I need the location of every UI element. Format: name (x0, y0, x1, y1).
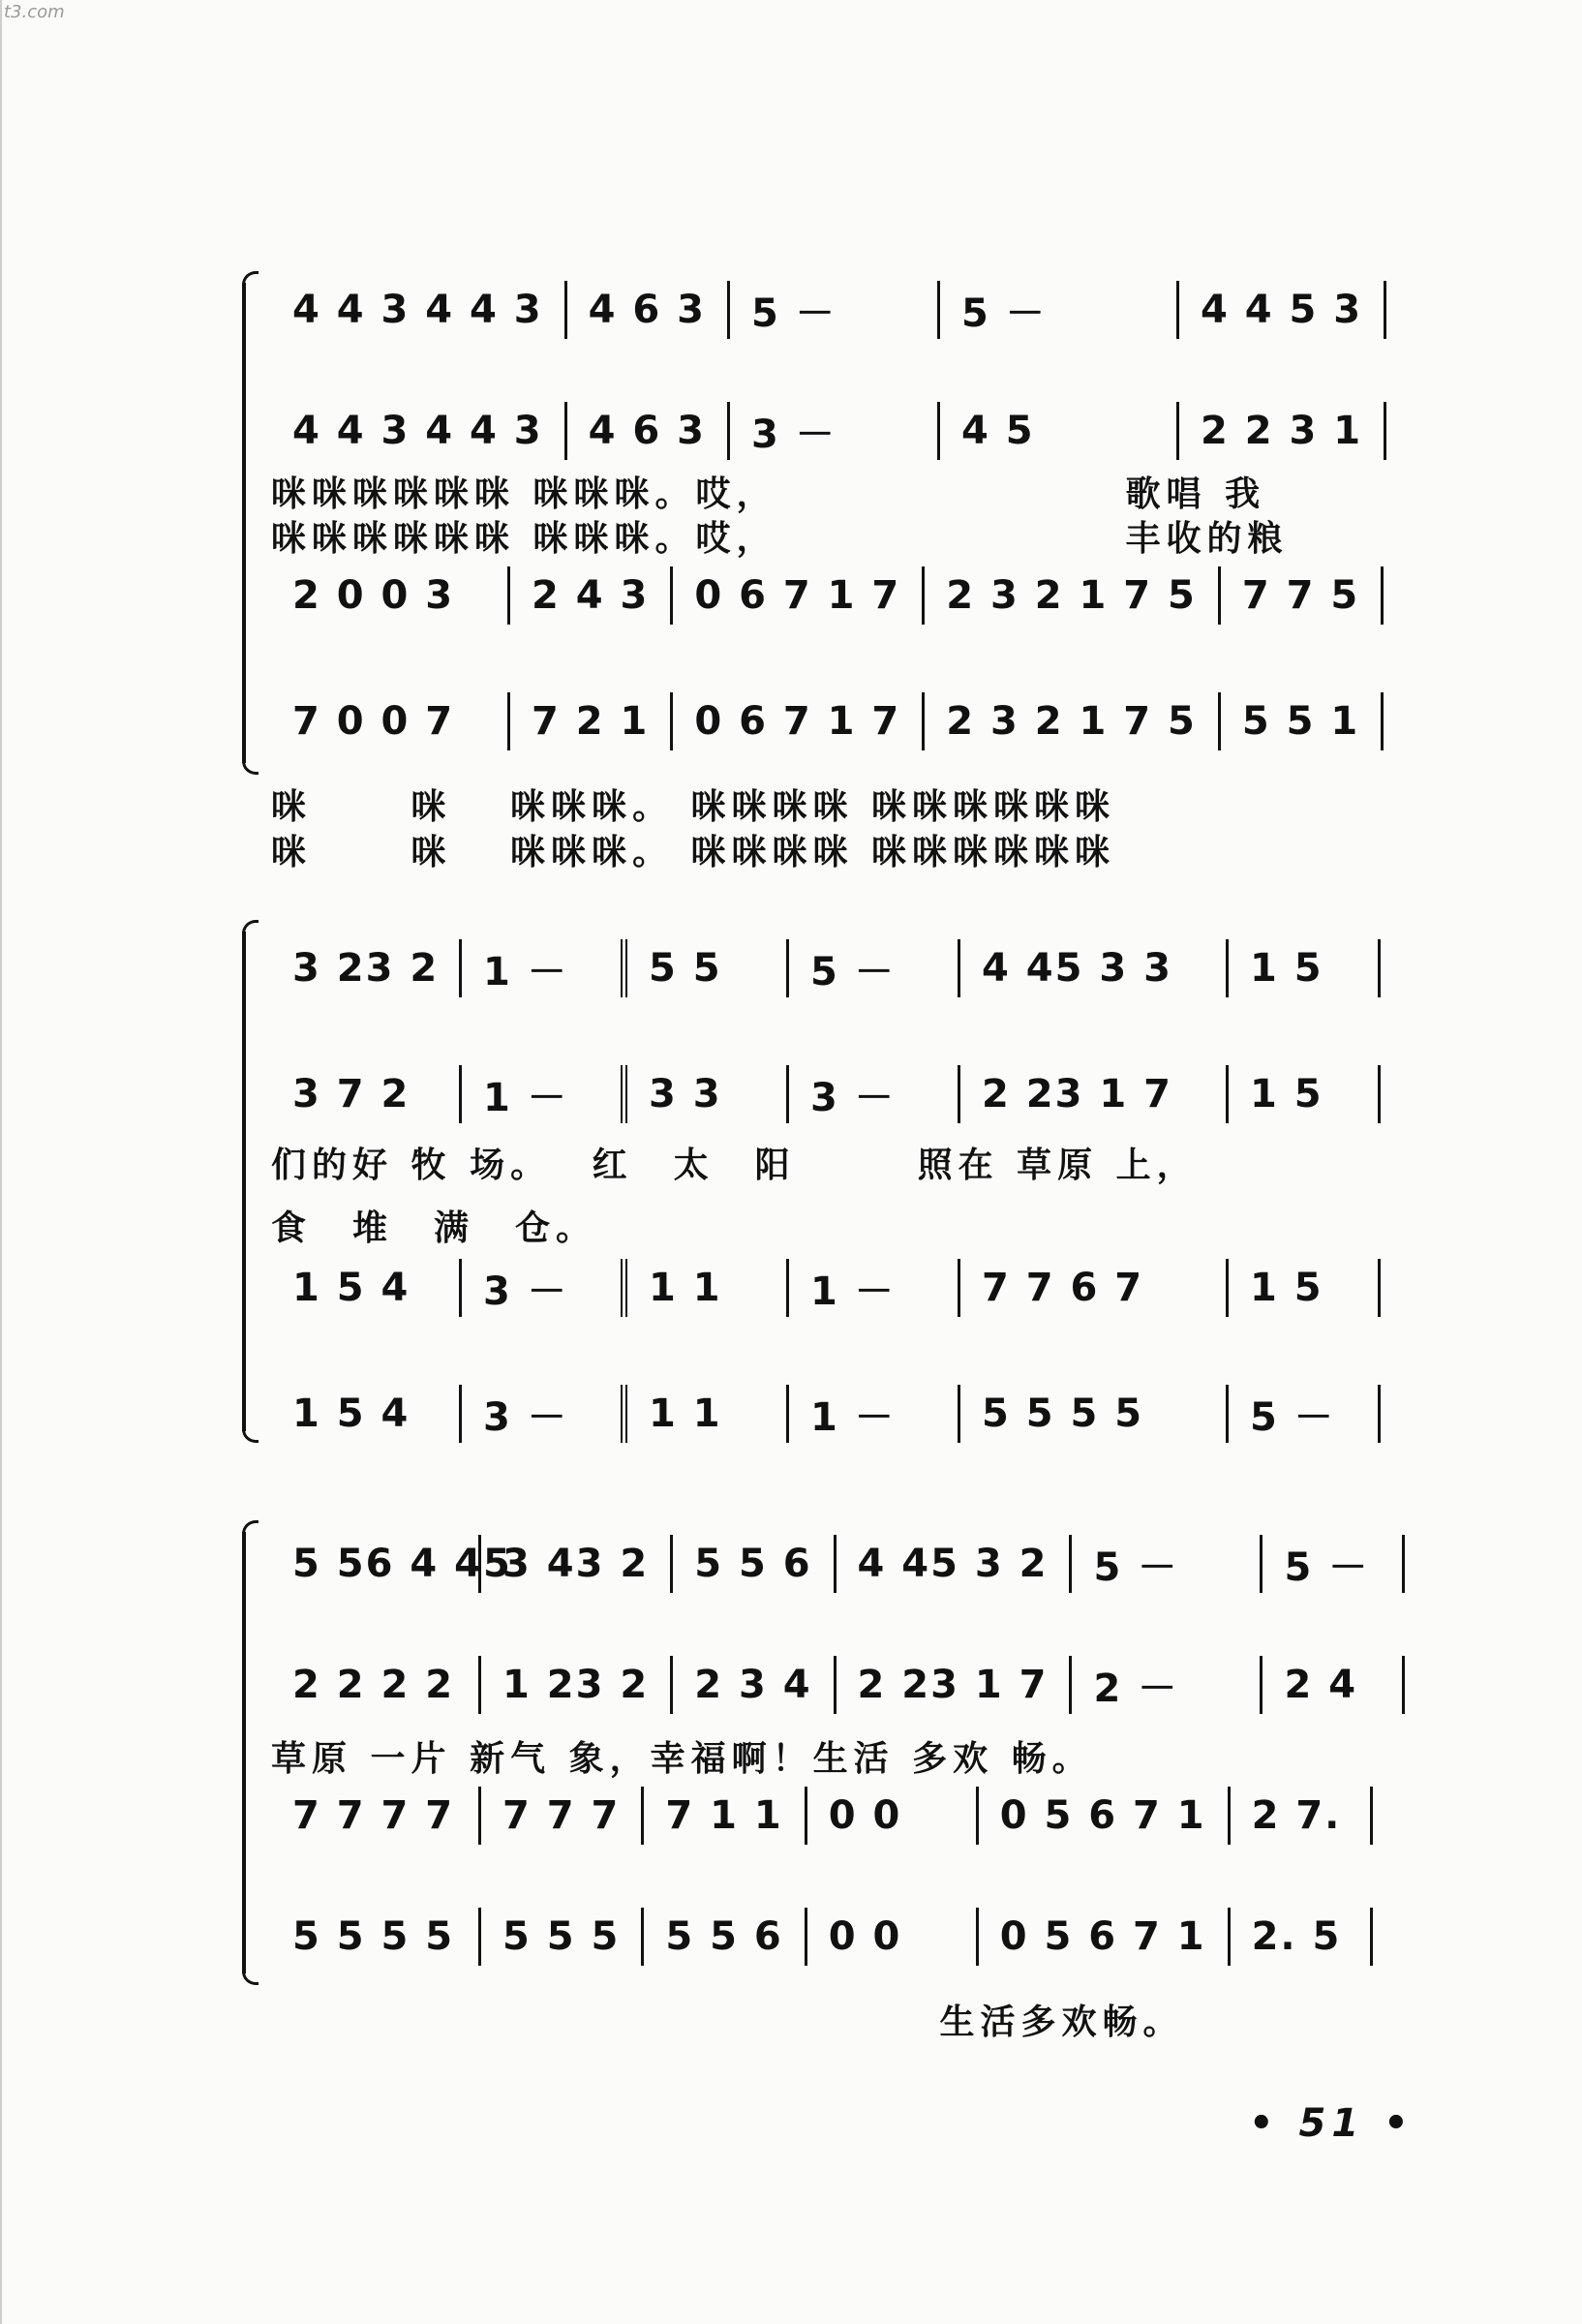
measure: 1 5 (1229, 1065, 1381, 1123)
measure: 1 5 4 (271, 1385, 462, 1443)
lyric-line: 咪 咪 咪咪咪。 咪咪咪咪 咪咪咪咪咪咪 (271, 787, 1116, 827)
part-bass (271, 1908, 1373, 1966)
measure: 4 4 3 4 4 3 (271, 402, 567, 460)
part-alto (271, 1656, 1405, 1714)
measure: 3 － (462, 1385, 627, 1443)
measure: 5 － (1263, 1535, 1405, 1593)
part-soprano (271, 1535, 1405, 1593)
measure: 2 3 4 (673, 1656, 836, 1714)
measure: 1 5 (1229, 1259, 1381, 1317)
measure: 2 4 (1263, 1656, 1405, 1714)
measure: 2 23 1 7 (837, 1656, 1073, 1714)
measure: 5 5 5 5 (960, 1385, 1229, 1443)
measure: 2 － (1072, 1656, 1263, 1714)
measure: 3 － (462, 1259, 627, 1317)
measure: 2 3 2 1 7 5 (925, 566, 1221, 625)
measure: 7 7 5 (1221, 566, 1384, 625)
lyric-line: 食 堆 满 仓。 (271, 1208, 597, 1248)
measure: 7 0 0 7 (271, 692, 510, 750)
measure: 1 － (789, 1259, 960, 1317)
lyric-line: 咪 咪 咪咪咪。 咪咪咪咪 咪咪咪咪咪咪 (271, 833, 1116, 872)
system-brace (232, 1520, 258, 1985)
measure: 3 － (789, 1065, 960, 1123)
measure: 4 4 3 4 4 3 (271, 281, 567, 339)
measure: 2 0 0 3 (271, 566, 510, 625)
measure: 5 5 1 (1221, 692, 1384, 750)
watermark: t3.com (4, 2, 65, 22)
measure: 5 － (730, 281, 940, 339)
lyric-line: 草原 一片 新气 象，幸福啊！生活 多欢 畅。 (271, 1739, 1093, 1779)
measure: 2 4 3 (510, 566, 673, 625)
measure: 3 23 2 (271, 939, 462, 997)
part-alto (271, 1065, 1381, 1123)
measure: 5 － (940, 281, 1179, 339)
measure: 3 3 (627, 1065, 789, 1123)
measure: 0 5 6 7 1 (979, 1787, 1231, 1845)
page-left-edge (0, 0, 2, 2324)
measure: 4 4 5 3 (1179, 281, 1386, 339)
part-soprano (271, 281, 1386, 339)
part-alto (271, 402, 1386, 460)
measure: 5 5 5 (481, 1908, 644, 1966)
measure: 5 － (789, 939, 960, 997)
measure: 2 2 3 1 (1179, 402, 1386, 460)
measure: 4 6 3 (567, 402, 730, 460)
part-tenor (271, 1787, 1373, 1845)
measure: 7 1 1 (644, 1787, 806, 1845)
page-number: • 51 • (1249, 2101, 1415, 2146)
part-tenor (271, 566, 1384, 625)
measure: 3 － (730, 402, 940, 460)
measure: 2 3 2 1 7 5 (925, 692, 1221, 750)
lyric-line: 咪咪咪咪咪咪 咪咪咪。哎， 歌唱 我 (271, 474, 1266, 514)
measure: 5 － (1072, 1535, 1263, 1593)
measure: 3 43 2 (481, 1535, 673, 1593)
lyric-line: 咪咪咪咪咪咪 咪咪咪。哎， 丰收的粮 (271, 519, 1289, 559)
part-tenor (271, 1259, 1381, 1317)
measure: 5 5 (627, 939, 789, 997)
measure: 5 56 4 45 (271, 1535, 481, 1593)
measure: 0 6 7 1 7 (673, 566, 925, 625)
score-system-2 (232, 901, 1394, 1482)
part-soprano (271, 939, 1381, 997)
score-system-3 (232, 1511, 1394, 2053)
measure: 4 5 (940, 402, 1179, 460)
measure: 7 7 6 7 (960, 1259, 1229, 1317)
measure: 5 5 6 (644, 1908, 806, 1966)
system-brace (232, 271, 258, 775)
measure: 1 － (462, 939, 627, 997)
measure: 7 2 1 (510, 692, 673, 750)
measure: 2 2 2 2 (271, 1656, 481, 1714)
measure: 5 5 5 5 (271, 1908, 481, 1966)
measure: 4 6 3 (567, 281, 730, 339)
measure: 0 0 (807, 1787, 979, 1845)
measure: 4 45 3 2 (837, 1535, 1073, 1593)
measure: 0 6 7 1 7 (673, 692, 925, 750)
lyric-line: 们的好 牧 场。 红 太 阳 照在 草原 上， (271, 1146, 1198, 1185)
measure: 7 7 7 7 (271, 1787, 481, 1845)
measure: 3 7 2 (271, 1065, 462, 1123)
measure: 0 5 6 7 1 (979, 1908, 1231, 1966)
measure: 2 7. (1231, 1787, 1373, 1845)
measure: 2. 5 (1231, 1908, 1373, 1966)
part-bass (271, 692, 1384, 750)
lyric-line: 生活多欢畅。 (271, 2003, 1184, 2042)
measure: 7 7 7 (481, 1787, 644, 1845)
measure: 1 5 4 (271, 1259, 462, 1317)
measure: 5 5 6 (673, 1535, 836, 1593)
measure: 1 － (462, 1065, 627, 1123)
part-bass (271, 1385, 1381, 1443)
measure: 1 1 (627, 1259, 789, 1317)
score-system-1 (232, 252, 1394, 872)
measure: 1 5 (1229, 939, 1381, 997)
system-brace (232, 920, 258, 1443)
measure: 2 23 1 7 (960, 1065, 1229, 1123)
measure: 5 － (1229, 1385, 1381, 1443)
measure: 1 － (789, 1385, 960, 1443)
measure: 4 45 3 3 (960, 939, 1229, 997)
measure: 0 0 (807, 1908, 979, 1966)
measure: 1 23 2 (481, 1656, 673, 1714)
measure: 1 1 (627, 1385, 789, 1443)
